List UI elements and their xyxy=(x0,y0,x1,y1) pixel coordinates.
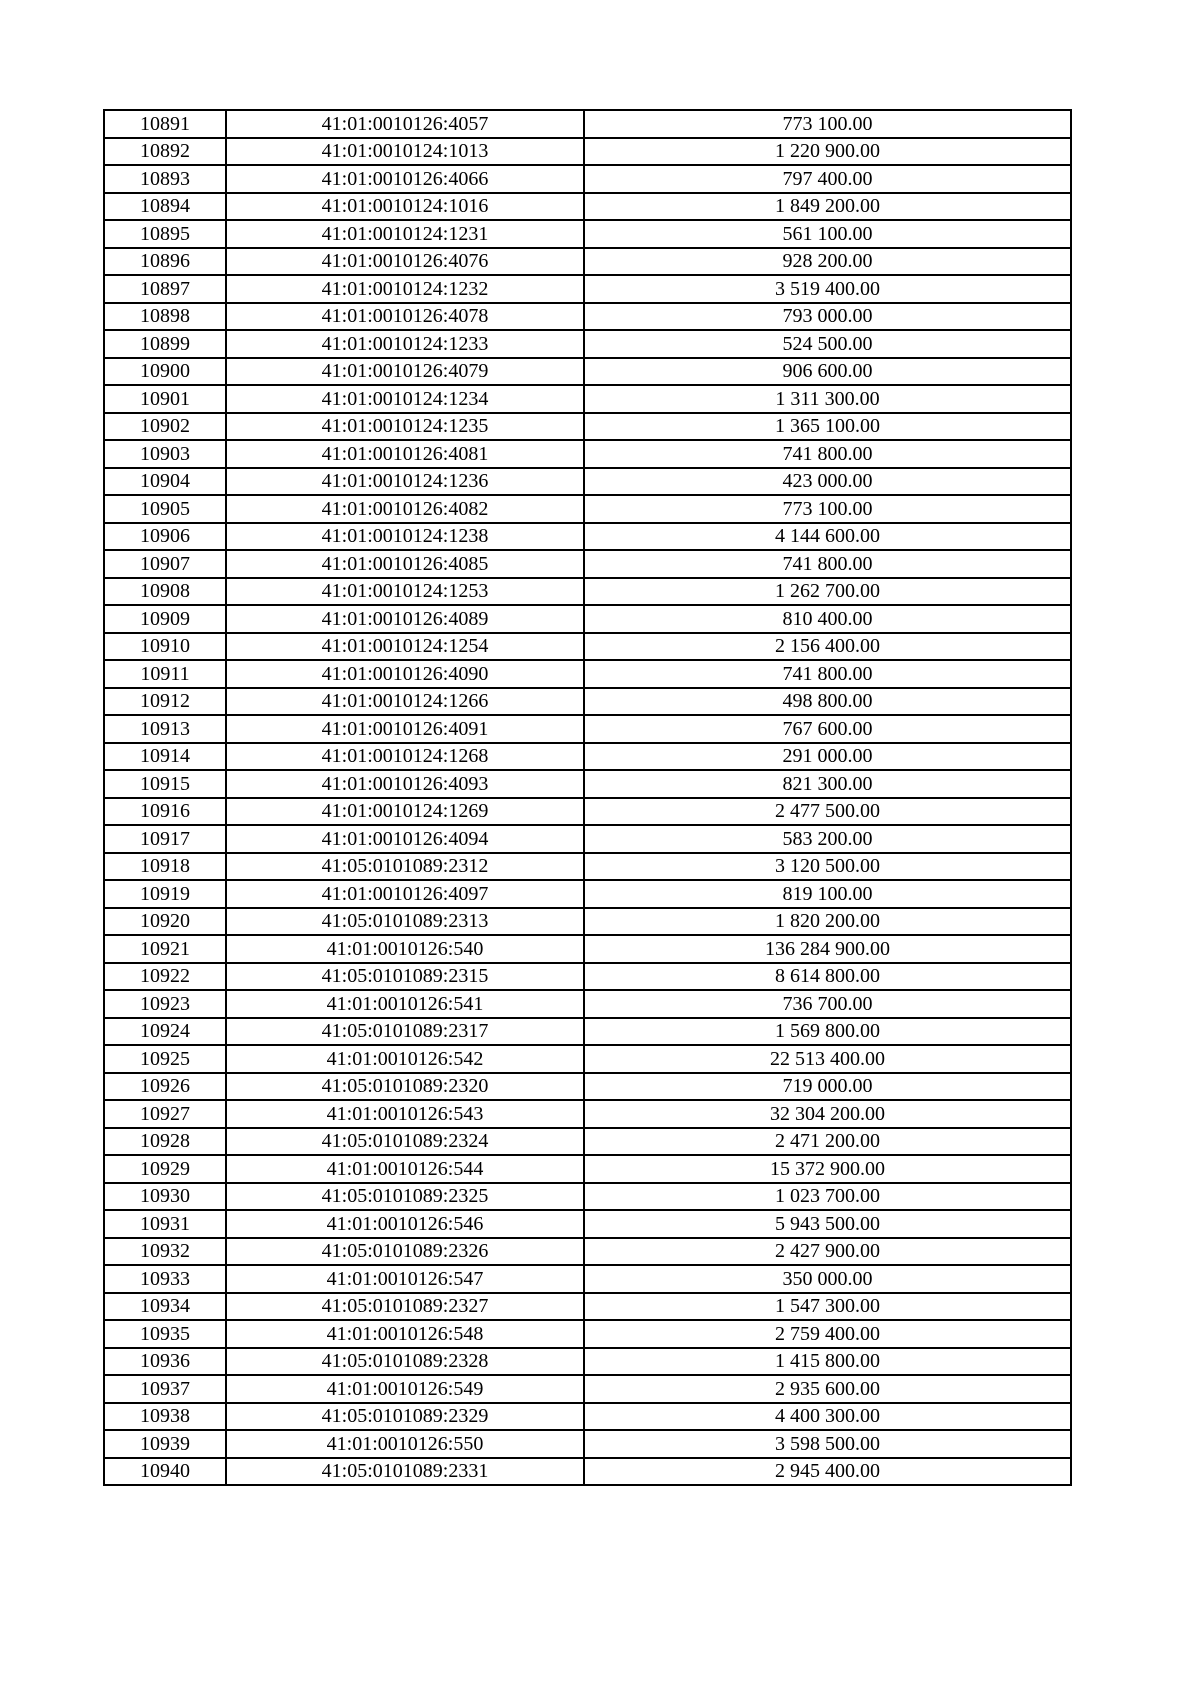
cadastral-value-cell: 32 304 200.00 xyxy=(584,1100,1071,1128)
cadastral-value-cell: 1 220 900.00 xyxy=(584,138,1071,166)
row-number-cell: 10903 xyxy=(104,440,226,468)
cadastral-number-cell: 41:01:0010126:4089 xyxy=(226,605,584,633)
table-row xyxy=(104,1348,1071,1376)
cadastral-value-cell: 819 100.00 xyxy=(584,880,1071,908)
row-number-cell: 10921 xyxy=(104,935,226,963)
cadastral-value-cell: 1 547 300.00 xyxy=(584,1293,1071,1321)
cadastral-value-cell: 136 284 900.00 xyxy=(584,935,1071,963)
table-row xyxy=(104,715,1071,743)
row-number-cell: 10902 xyxy=(104,413,226,441)
cadastral-number-cell: 41:05:0101089:2317 xyxy=(226,1018,584,1046)
table-row xyxy=(104,1265,1071,1293)
table-row xyxy=(104,908,1071,936)
cadastral-value-cell: 1 023 700.00 xyxy=(584,1183,1071,1211)
table-row xyxy=(104,220,1071,248)
row-number-cell: 10904 xyxy=(104,468,226,496)
cadastral-number-cell: 41:01:0010126:548 xyxy=(226,1320,584,1348)
cadastral-value-cell: 2 471 200.00 xyxy=(584,1128,1071,1156)
table-row xyxy=(104,1073,1071,1101)
table-row xyxy=(104,1293,1071,1321)
row-number-cell: 10923 xyxy=(104,990,226,1018)
table-row xyxy=(104,468,1071,496)
cadastral-number-cell: 41:05:0101089:2324 xyxy=(226,1128,584,1156)
row-number-cell: 10933 xyxy=(104,1265,226,1293)
cadastral-value-cell: 583 200.00 xyxy=(584,825,1071,853)
cadastral-value-table xyxy=(103,109,1072,1486)
row-number-cell: 10910 xyxy=(104,633,226,661)
table-row xyxy=(104,798,1071,826)
table-row xyxy=(104,1430,1071,1458)
table-row xyxy=(104,413,1071,441)
cadastral-value-cell: 1 262 700.00 xyxy=(584,578,1071,606)
row-number-cell: 10905 xyxy=(104,495,226,523)
row-number-cell: 10917 xyxy=(104,825,226,853)
cadastral-number-cell: 41:01:0010126:550 xyxy=(226,1430,584,1458)
cadastral-number-cell: 41:01:0010126:547 xyxy=(226,1265,584,1293)
cadastral-value-cell: 8 614 800.00 xyxy=(584,963,1071,991)
table-row xyxy=(104,193,1071,221)
table-row xyxy=(104,1458,1071,1486)
row-number-cell: 10938 xyxy=(104,1403,226,1431)
table-row xyxy=(104,1045,1071,1073)
cadastral-number-cell: 41:01:0010124:1233 xyxy=(226,330,584,358)
row-number-cell: 10894 xyxy=(104,193,226,221)
table-row xyxy=(104,1375,1071,1403)
cadastral-value-cell: 4 400 300.00 xyxy=(584,1403,1071,1431)
row-number-cell: 10900 xyxy=(104,358,226,386)
table-row xyxy=(104,825,1071,853)
cadastral-number-cell: 41:05:0101089:2327 xyxy=(226,1293,584,1321)
table-row xyxy=(104,578,1071,606)
cadastral-number-cell: 41:01:0010126:542 xyxy=(226,1045,584,1073)
cadastral-value-cell: 1 415 800.00 xyxy=(584,1348,1071,1376)
table-row xyxy=(104,138,1071,166)
cadastral-value-cell: 4 144 600.00 xyxy=(584,523,1071,551)
cadastral-value-cell: 821 300.00 xyxy=(584,770,1071,798)
cadastral-value-cell: 498 800.00 xyxy=(584,688,1071,716)
cadastral-number-cell: 41:01:0010124:1268 xyxy=(226,743,584,771)
cadastral-value-cell: 3 120 500.00 xyxy=(584,853,1071,881)
row-number-cell: 10919 xyxy=(104,880,226,908)
cadastral-number-cell: 41:05:0101089:2329 xyxy=(226,1403,584,1431)
row-number-cell: 10914 xyxy=(104,743,226,771)
row-number-cell: 10906 xyxy=(104,523,226,551)
cadastral-value-cell: 561 100.00 xyxy=(584,220,1071,248)
row-number-cell: 10920 xyxy=(104,908,226,936)
table-row xyxy=(104,330,1071,358)
cadastral-number-cell: 41:01:0010126:4076 xyxy=(226,248,584,276)
row-number-cell: 10922 xyxy=(104,963,226,991)
cadastral-value-cell: 524 500.00 xyxy=(584,330,1071,358)
table-row xyxy=(104,248,1071,276)
table-row xyxy=(104,165,1071,193)
row-number-cell: 10935 xyxy=(104,1320,226,1348)
row-number-cell: 10899 xyxy=(104,330,226,358)
cadastral-value-cell: 350 000.00 xyxy=(584,1265,1071,1293)
cadastral-number-cell: 41:01:0010126:4091 xyxy=(226,715,584,743)
table-row xyxy=(104,523,1071,551)
table-row xyxy=(104,440,1071,468)
cadastral-value-cell: 773 100.00 xyxy=(584,495,1071,523)
row-number-cell: 10936 xyxy=(104,1348,226,1376)
cadastral-value-cell: 773 100.00 xyxy=(584,110,1071,138)
cadastral-number-cell: 41:05:0101089:2312 xyxy=(226,853,584,881)
cadastral-value-cell: 767 600.00 xyxy=(584,715,1071,743)
table-row xyxy=(104,660,1071,688)
cadastral-number-cell: 41:05:0101089:2328 xyxy=(226,1348,584,1376)
cadastral-number-cell: 41:01:0010124:1232 xyxy=(226,275,584,303)
cadastral-value-cell: 928 200.00 xyxy=(584,248,1071,276)
row-number-cell: 10891 xyxy=(104,110,226,138)
row-number-cell: 10930 xyxy=(104,1183,226,1211)
table-row xyxy=(104,880,1071,908)
table-row xyxy=(104,550,1071,578)
table-row xyxy=(104,990,1071,1018)
cadastral-value-cell: 906 600.00 xyxy=(584,358,1071,386)
table-row xyxy=(104,1155,1071,1183)
cadastral-number-cell: 41:05:0101089:2315 xyxy=(226,963,584,991)
cadastral-value-cell: 741 800.00 xyxy=(584,550,1071,578)
row-number-cell: 10937 xyxy=(104,1375,226,1403)
table-row xyxy=(104,633,1071,661)
cadastral-value-cell: 5 943 500.00 xyxy=(584,1210,1071,1238)
row-number-cell: 10931 xyxy=(104,1210,226,1238)
row-number-cell: 10913 xyxy=(104,715,226,743)
cadastral-number-cell: 41:01:0010124:1013 xyxy=(226,138,584,166)
cadastral-number-cell: 41:01:0010124:1235 xyxy=(226,413,584,441)
row-number-cell: 10927 xyxy=(104,1100,226,1128)
cadastral-value-cell: 1 365 100.00 xyxy=(584,413,1071,441)
cadastral-number-cell: 41:05:0101089:2313 xyxy=(226,908,584,936)
cadastral-number-cell: 41:05:0101089:2320 xyxy=(226,1073,584,1101)
table-row xyxy=(104,853,1071,881)
cadastral-number-cell: 41:01:0010126:546 xyxy=(226,1210,584,1238)
cadastral-number-cell: 41:01:0010124:1266 xyxy=(226,688,584,716)
row-number-cell: 10926 xyxy=(104,1073,226,1101)
table-row xyxy=(104,935,1071,963)
row-number-cell: 10932 xyxy=(104,1238,226,1266)
cadastral-number-cell: 41:01:0010126:544 xyxy=(226,1155,584,1183)
cadastral-value-cell: 719 000.00 xyxy=(584,1073,1071,1101)
cadastral-number-cell: 41:01:0010124:1269 xyxy=(226,798,584,826)
table-row xyxy=(104,1238,1071,1266)
cadastral-number-cell: 41:01:0010124:1236 xyxy=(226,468,584,496)
row-number-cell: 10897 xyxy=(104,275,226,303)
row-number-cell: 10924 xyxy=(104,1018,226,1046)
row-number-cell: 10895 xyxy=(104,220,226,248)
cadastral-number-cell: 41:05:0101089:2326 xyxy=(226,1238,584,1266)
cadastral-number-cell: 41:01:0010124:1238 xyxy=(226,523,584,551)
cadastral-value-cell: 3 598 500.00 xyxy=(584,1430,1071,1458)
table-row xyxy=(104,275,1071,303)
row-number-cell: 10907 xyxy=(104,550,226,578)
cadastral-value-cell: 741 800.00 xyxy=(584,440,1071,468)
table-row xyxy=(104,358,1071,386)
cadastral-number-cell: 41:01:0010126:4093 xyxy=(226,770,584,798)
cadastral-value-cell: 1 569 800.00 xyxy=(584,1018,1071,1046)
cadastral-value-cell: 2 156 400.00 xyxy=(584,633,1071,661)
cadastral-value-cell: 423 000.00 xyxy=(584,468,1071,496)
cadastral-number-cell: 41:01:0010126:4097 xyxy=(226,880,584,908)
row-number-cell: 10901 xyxy=(104,385,226,413)
cadastral-value-cell: 3 519 400.00 xyxy=(584,275,1071,303)
table-row xyxy=(104,1183,1071,1211)
row-number-cell: 10925 xyxy=(104,1045,226,1073)
row-number-cell: 10912 xyxy=(104,688,226,716)
cadastral-number-cell: 41:01:0010126:4085 xyxy=(226,550,584,578)
table-row xyxy=(104,963,1071,991)
cadastral-number-cell: 41:01:0010126:4090 xyxy=(226,660,584,688)
row-number-cell: 10893 xyxy=(104,165,226,193)
cadastral-number-cell: 41:01:0010124:1016 xyxy=(226,193,584,221)
row-number-cell: 10911 xyxy=(104,660,226,688)
cadastral-value-cell: 1 849 200.00 xyxy=(584,193,1071,221)
table-row xyxy=(104,495,1071,523)
cadastral-number-cell: 41:01:0010126:549 xyxy=(226,1375,584,1403)
table-row xyxy=(104,1100,1071,1128)
cadastral-number-cell: 41:01:0010124:1253 xyxy=(226,578,584,606)
row-number-cell: 10898 xyxy=(104,303,226,331)
cadastral-number-cell: 41:01:0010126:543 xyxy=(226,1100,584,1128)
cadastral-number-cell: 41:01:0010124:1254 xyxy=(226,633,584,661)
row-number-cell: 10909 xyxy=(104,605,226,633)
table-body xyxy=(104,110,1071,1485)
row-number-cell: 10916 xyxy=(104,798,226,826)
row-number-cell: 10940 xyxy=(104,1458,226,1486)
cadastral-value-cell: 15 372 900.00 xyxy=(584,1155,1071,1183)
row-number-cell: 10918 xyxy=(104,853,226,881)
cadastral-number-cell: 41:01:0010126:4079 xyxy=(226,358,584,386)
row-number-cell: 10928 xyxy=(104,1128,226,1156)
row-number-cell: 10908 xyxy=(104,578,226,606)
cadastral-value-cell: 22 513 400.00 xyxy=(584,1045,1071,1073)
cadastral-number-cell: 41:01:0010126:4057 xyxy=(226,110,584,138)
cadastral-number-cell: 41:01:0010126:4078 xyxy=(226,303,584,331)
table-row xyxy=(104,303,1071,331)
table-row xyxy=(104,743,1071,771)
cadastral-value-cell: 2 935 600.00 xyxy=(584,1375,1071,1403)
row-number-cell: 10939 xyxy=(104,1430,226,1458)
table-row xyxy=(104,1018,1071,1046)
cadastral-value-cell: 2 427 900.00 xyxy=(584,1238,1071,1266)
table-row xyxy=(104,770,1071,798)
cadastral-number-cell: 41:01:0010126:541 xyxy=(226,990,584,1018)
cadastral-number-cell: 41:05:0101089:2325 xyxy=(226,1183,584,1211)
table-row xyxy=(104,110,1071,138)
row-number-cell: 10934 xyxy=(104,1293,226,1321)
row-number-cell: 10929 xyxy=(104,1155,226,1183)
table-row xyxy=(104,1128,1071,1156)
cadastral-value-cell: 810 400.00 xyxy=(584,605,1071,633)
cadastral-value-cell: 2 477 500.00 xyxy=(584,798,1071,826)
table-row xyxy=(104,1403,1071,1431)
table-row xyxy=(104,1210,1071,1238)
cadastral-number-cell: 41:01:0010124:1231 xyxy=(226,220,584,248)
table-row xyxy=(104,688,1071,716)
cadastral-value-cell: 793 000.00 xyxy=(584,303,1071,331)
cadastral-value-cell: 736 700.00 xyxy=(584,990,1071,1018)
cadastral-value-cell: 1 820 200.00 xyxy=(584,908,1071,936)
row-number-cell: 10896 xyxy=(104,248,226,276)
cadastral-number-cell: 41:05:0101089:2331 xyxy=(226,1458,584,1486)
table-row xyxy=(104,605,1071,633)
cadastral-number-cell: 41:01:0010124:1234 xyxy=(226,385,584,413)
cadastral-value-cell: 1 311 300.00 xyxy=(584,385,1071,413)
cadastral-value-cell: 741 800.00 xyxy=(584,660,1071,688)
cadastral-value-cell: 797 400.00 xyxy=(584,165,1071,193)
cadastral-value-cell: 2 759 400.00 xyxy=(584,1320,1071,1348)
row-number-cell: 10892 xyxy=(104,138,226,166)
cadastral-number-cell: 41:01:0010126:4082 xyxy=(226,495,584,523)
cadastral-number-cell: 41:01:0010126:4094 xyxy=(226,825,584,853)
cadastral-number-cell: 41:01:0010126:4081 xyxy=(226,440,584,468)
row-number-cell: 10915 xyxy=(104,770,226,798)
cadastral-number-cell: 41:01:0010126:540 xyxy=(226,935,584,963)
cadastral-value-cell: 291 000.00 xyxy=(584,743,1071,771)
table-row xyxy=(104,1320,1071,1348)
cadastral-value-cell: 2 945 400.00 xyxy=(584,1458,1071,1486)
cadastral-number-cell: 41:01:0010126:4066 xyxy=(226,165,584,193)
table-row xyxy=(104,385,1071,413)
